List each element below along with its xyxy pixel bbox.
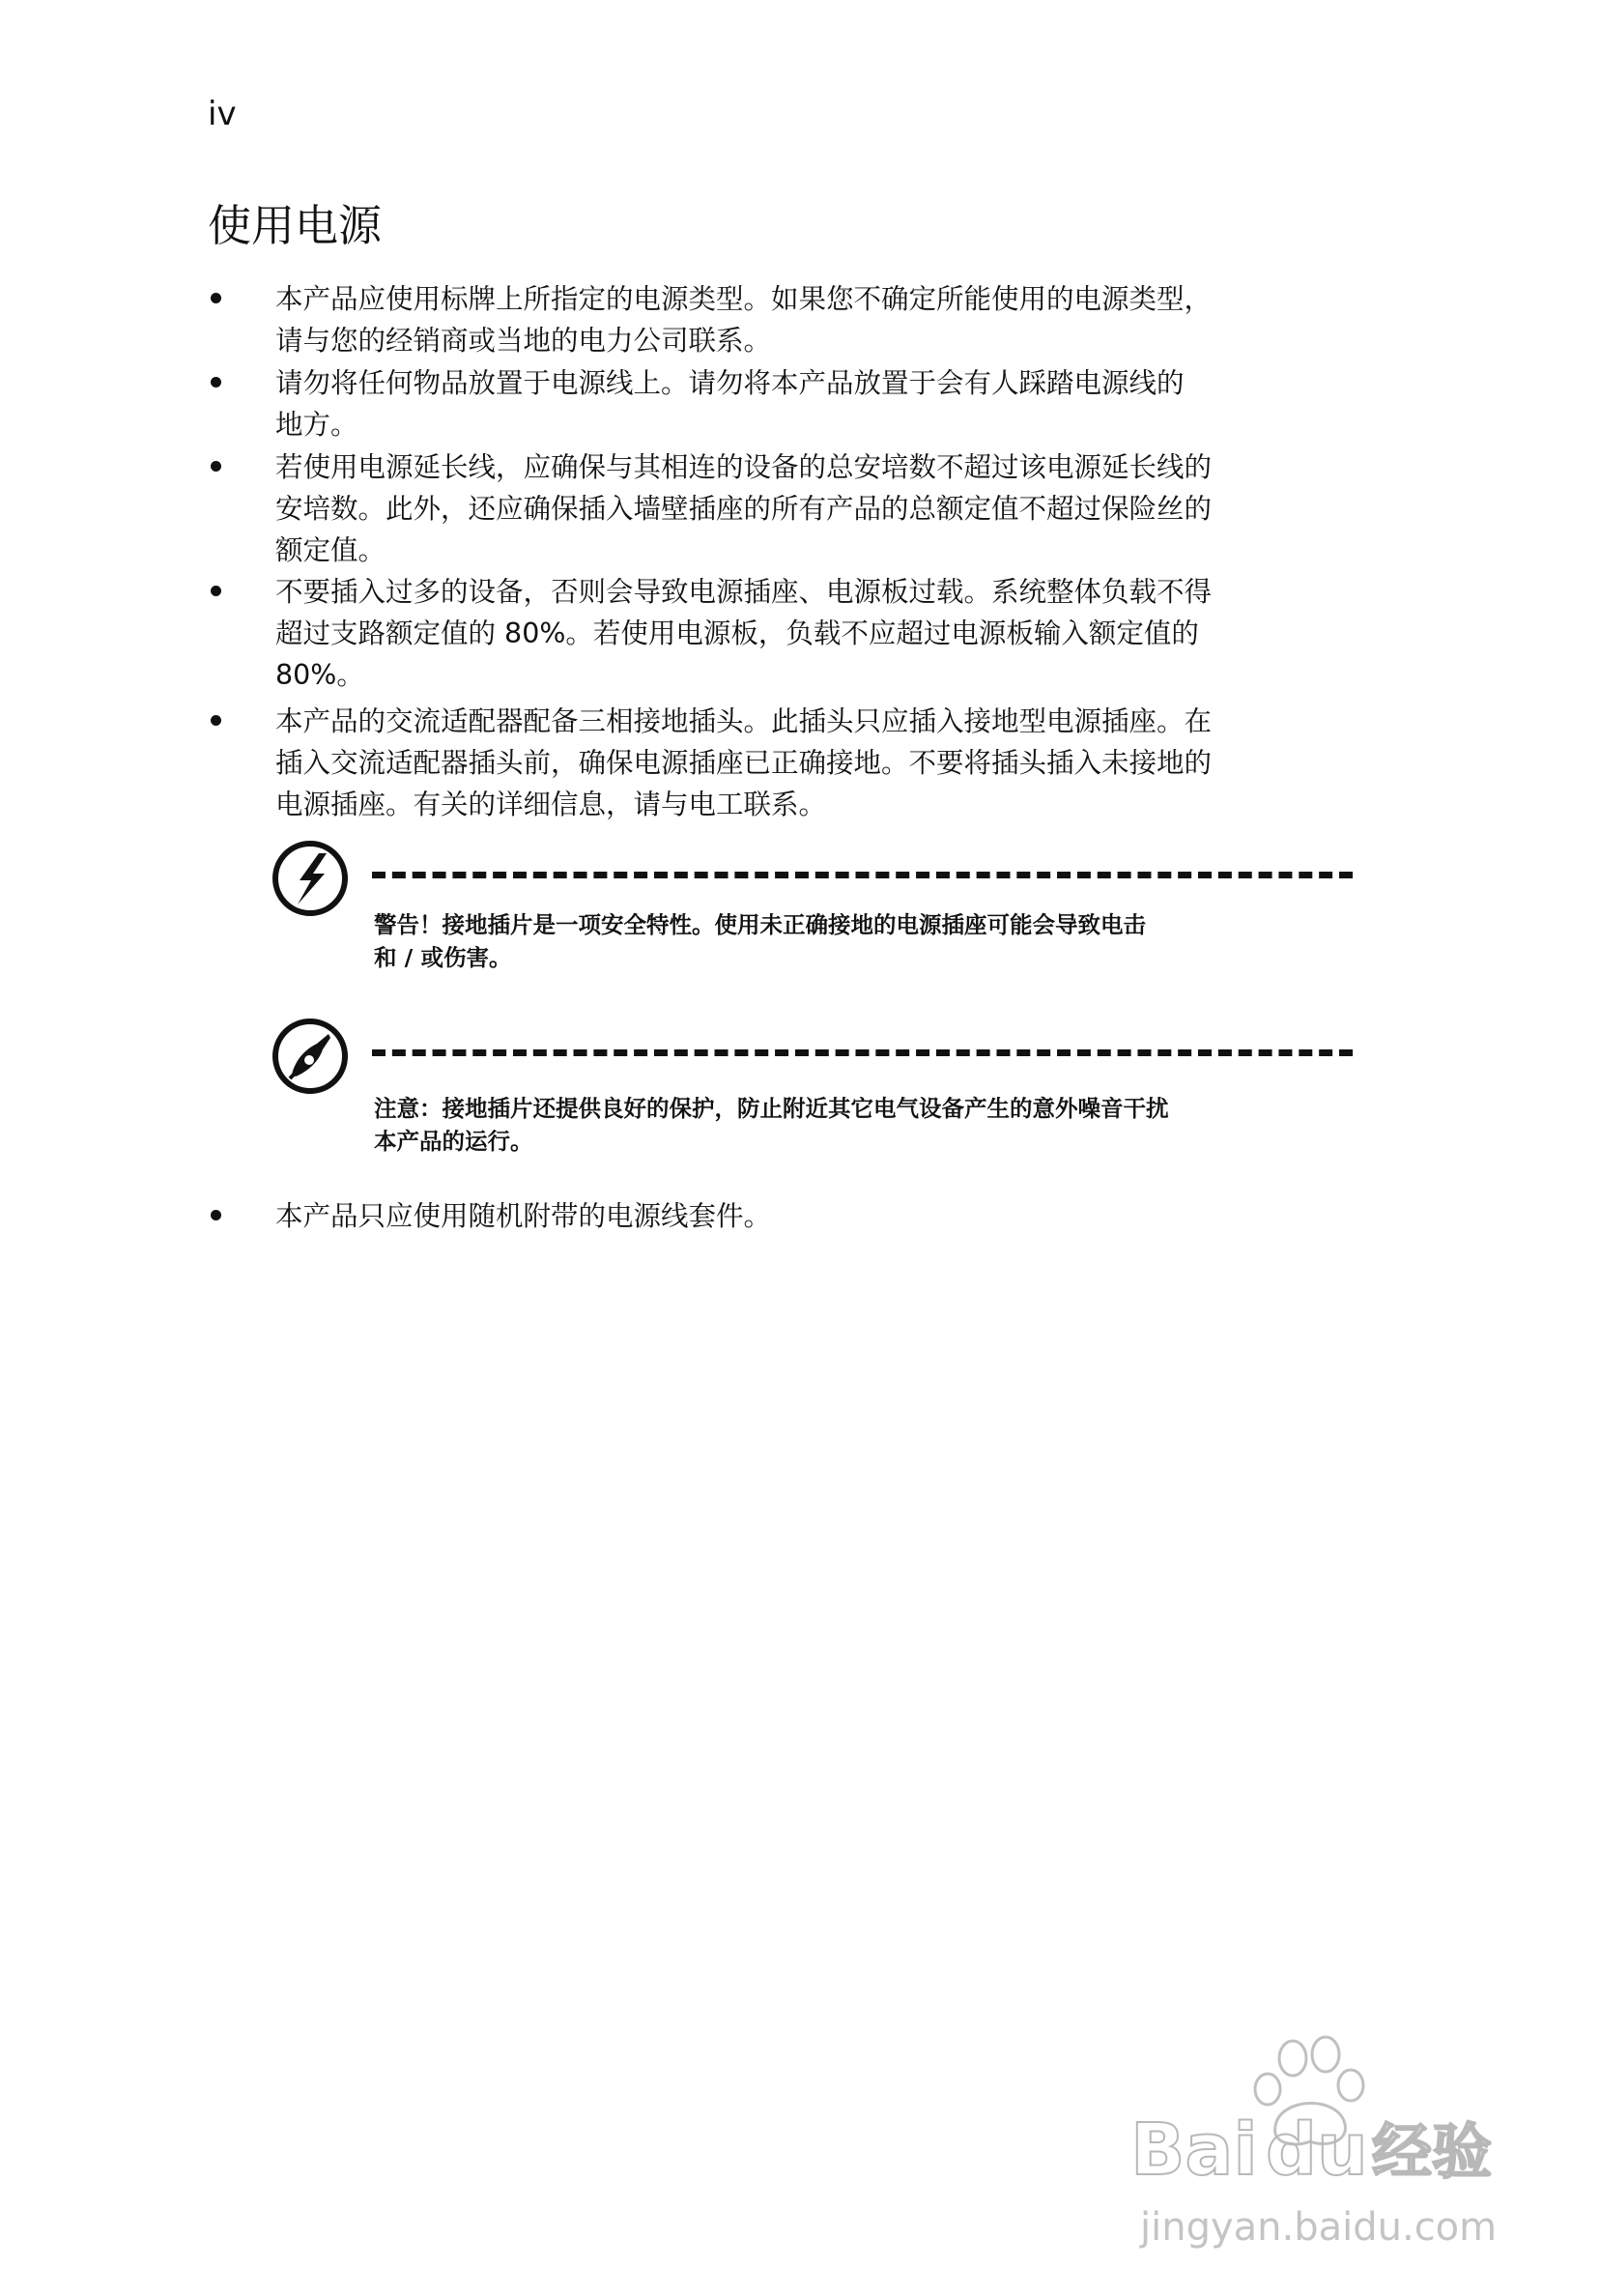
bullet-dot bbox=[211, 586, 221, 596]
bullet-dot bbox=[211, 377, 221, 387]
list-item-line: 地方。 bbox=[275, 409, 358, 441]
note-line: 注意：接地插片还提供良好的保护，防止附近其它电气设备产生的意外噪音干扰 bbox=[374, 1095, 1169, 1122]
warning-line: 和 / 或伤害。 bbox=[374, 944, 512, 971]
list-item-line: 80%。 bbox=[275, 659, 364, 691]
list-item-line: 不要插入过多的设备，否则会导致电源插座、电源板过载。系统整体负载不得 bbox=[275, 576, 1213, 608]
note-line: 本产品的运行。 bbox=[374, 1128, 533, 1155]
list-item-line: 电源插座。有关的详细信息，请与电工联系。 bbox=[275, 789, 827, 820]
list-item-line: 插入交流适配器插头前，确保电源插座已正确接地。不要将插头插入未接地的 bbox=[275, 747, 1213, 779]
warning-text bbox=[374, 908, 1321, 974]
list-item-line: 请勿将任何物品放置于电源线上。请勿将本产品放置于会有人踩踏电源线的 bbox=[275, 367, 1185, 399]
list-item-line: 若使用电源延长线，应确保与其相连的设备的总安培数不超过该电源延长线的 bbox=[275, 451, 1213, 483]
list-item bbox=[275, 278, 1353, 361]
watermark-brand-suffix: du bbox=[1266, 2109, 1368, 2192]
page-number: iv bbox=[208, 95, 237, 133]
divider bbox=[372, 1049, 1353, 1056]
list-item-line: 安培数。此外，还应确保插入墙壁插座的所有产品的总额定值不超过保险丝的 bbox=[275, 493, 1213, 525]
watermark-url: jingyan.baidu.com bbox=[1140, 2205, 1498, 2250]
warning-line: 警告！接地插片是一项安全特性。使用未正确接地的电源插座可能会导致电击 bbox=[374, 911, 1146, 938]
list-item-line: 请与您的经销商或当地的电力公司联系。 bbox=[275, 325, 772, 357]
list-item-line: 额定值。 bbox=[275, 534, 386, 566]
watermark-brand-cn: 经验 bbox=[1372, 2116, 1493, 2187]
note-text bbox=[374, 1092, 1321, 1158]
bullet-dot bbox=[211, 293, 221, 303]
bullet-dot bbox=[211, 715, 221, 726]
list-item-line: 超过支路额定值的 80%。若使用电源板，负载不应超过电源板输入额定值的 bbox=[275, 617, 1199, 649]
bullet-dot bbox=[211, 1210, 221, 1220]
pen-note-icon bbox=[271, 1017, 350, 1096]
list-item bbox=[275, 362, 1353, 445]
list-item-line: 本产品应使用标牌上所指定的电源类型。如果您不确定所能使用的电源类型， bbox=[275, 283, 1213, 315]
page-title: 使用电源 bbox=[208, 200, 383, 251]
list-item-line: 本产品只应使用随机附带的电源线套件。 bbox=[275, 1200, 772, 1232]
list-item bbox=[275, 701, 1353, 825]
list-item bbox=[275, 1195, 1353, 1237]
list-item bbox=[275, 571, 1353, 696]
divider bbox=[372, 872, 1353, 878]
list-item bbox=[275, 446, 1353, 571]
lightning-warning-icon bbox=[271, 839, 350, 918]
baidu-jingyan-watermark bbox=[1121, 2020, 1507, 2261]
watermark-brand: Bai bbox=[1130, 2109, 1258, 2192]
bullet-dot bbox=[211, 461, 221, 472]
list-item-line: 本产品的交流适配器配备三相接地插头。此插头只应插入接地型电源插座。在 bbox=[275, 705, 1213, 737]
